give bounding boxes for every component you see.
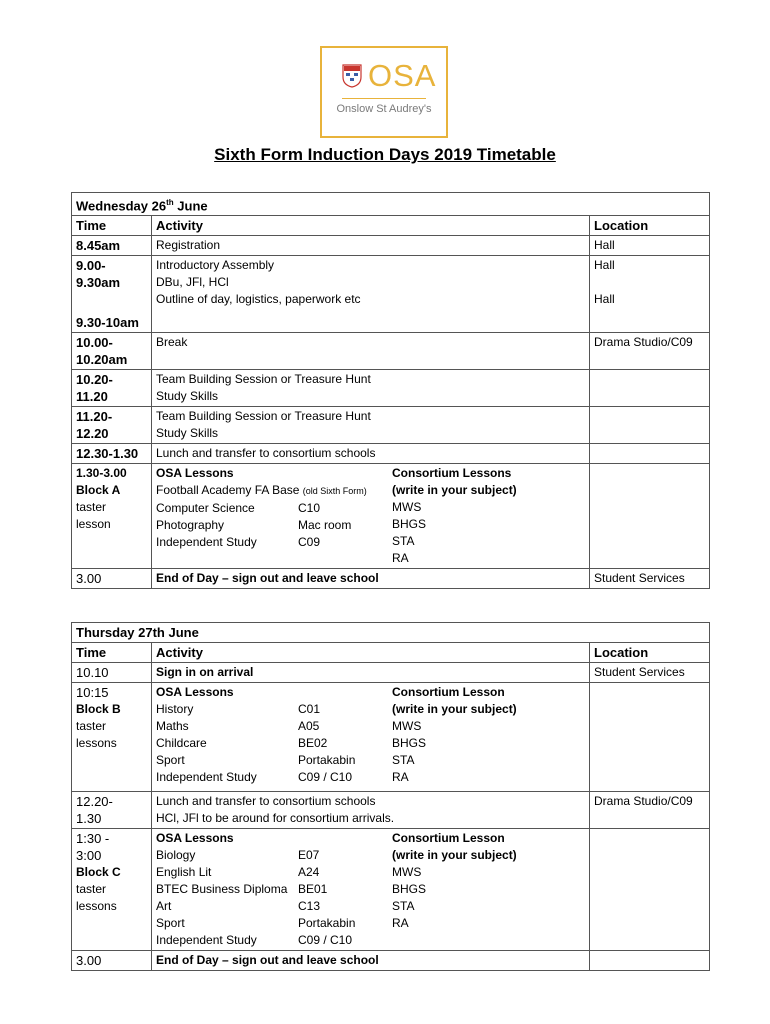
location-header: Location [590,643,710,663]
table-row: 9.00- 9.30am 9.30-10am Introductory Assembly DBu, JFl, HCl Outline of day, logistics, paperwork etc Hall Hall [72,256,710,333]
time-header: Time [72,216,152,236]
day-heading: Thursday 27th June [72,623,710,643]
time-header: Time [72,643,152,663]
table-row: 12.30-1.30 Lunch and transfer to consortium schools [72,444,710,464]
table-row: 1:30 - 3:00 Block C taster lessons OSA Lessons Biology E07 English Lit A24 BTEC Business Diploma BE01 Art C13 Sport Portakabin Independent Study C09 / C10 Consortium Lesson (write in your subject) MWS BHGS STA RA [72,829,710,951]
table-row: 3.00 End of Day – sign out and leave school Student Services [72,569,710,589]
table-row: 1.30-3.00 Block A taster lesson OSA Lessons Football Academy FA Base (old Sixth Form) Computer Science C10 Photography Mac room Independent Study C09 Consortium Lessons (write in your subject) MWS BHGS STA RA [72,464,710,569]
page-title: Sixth Form Induction Days 2019 Timetable [214,145,556,164]
crest-icon [342,64,362,88]
day-heading: Wednesday 26th June [72,193,710,216]
table-row: 12.20- 1.30 Lunch and transfer to consortium schools HCl, JFl to be around for consortium arrivals. Drama Studio/C09 [72,792,710,829]
logo-subtitle: Onslow St Audrey's [336,103,432,115]
thursday-timetable [71,622,710,971]
logo-divider [342,98,426,99]
table-row: 10.00- 10.20am Break Drama Studio/C09 [72,333,710,370]
wednesday-timetable [71,192,710,589]
activity-header: Activity [152,643,590,663]
location-header: Location [590,216,710,236]
table-row: 10:15 Block B taster lessons OSA Lessons History C01 Maths A05 Childcare BE02 Sport Portakabin Independent Study C09 / C10 Consortium Lesson (write in your subject) MWS BHGS STA RA [72,683,710,792]
table-row: 10.10 Sign in on arrival Student Services [72,663,710,683]
table-row: 11.20- 12.20 Team Building Session or Treasure Hunt Study Skills [72,407,710,444]
table-row: 10.20- 11.20 Team Building Session or Treasure Hunt Study Skills [72,370,710,407]
table-row: 3.00 End of Day – sign out and leave school [72,951,710,971]
table-row: 8.45am Registration Hall [72,236,710,256]
activity-header: Activity [152,216,590,236]
logo-wordmark: OSA [368,58,437,93]
school-logo [320,46,448,138]
